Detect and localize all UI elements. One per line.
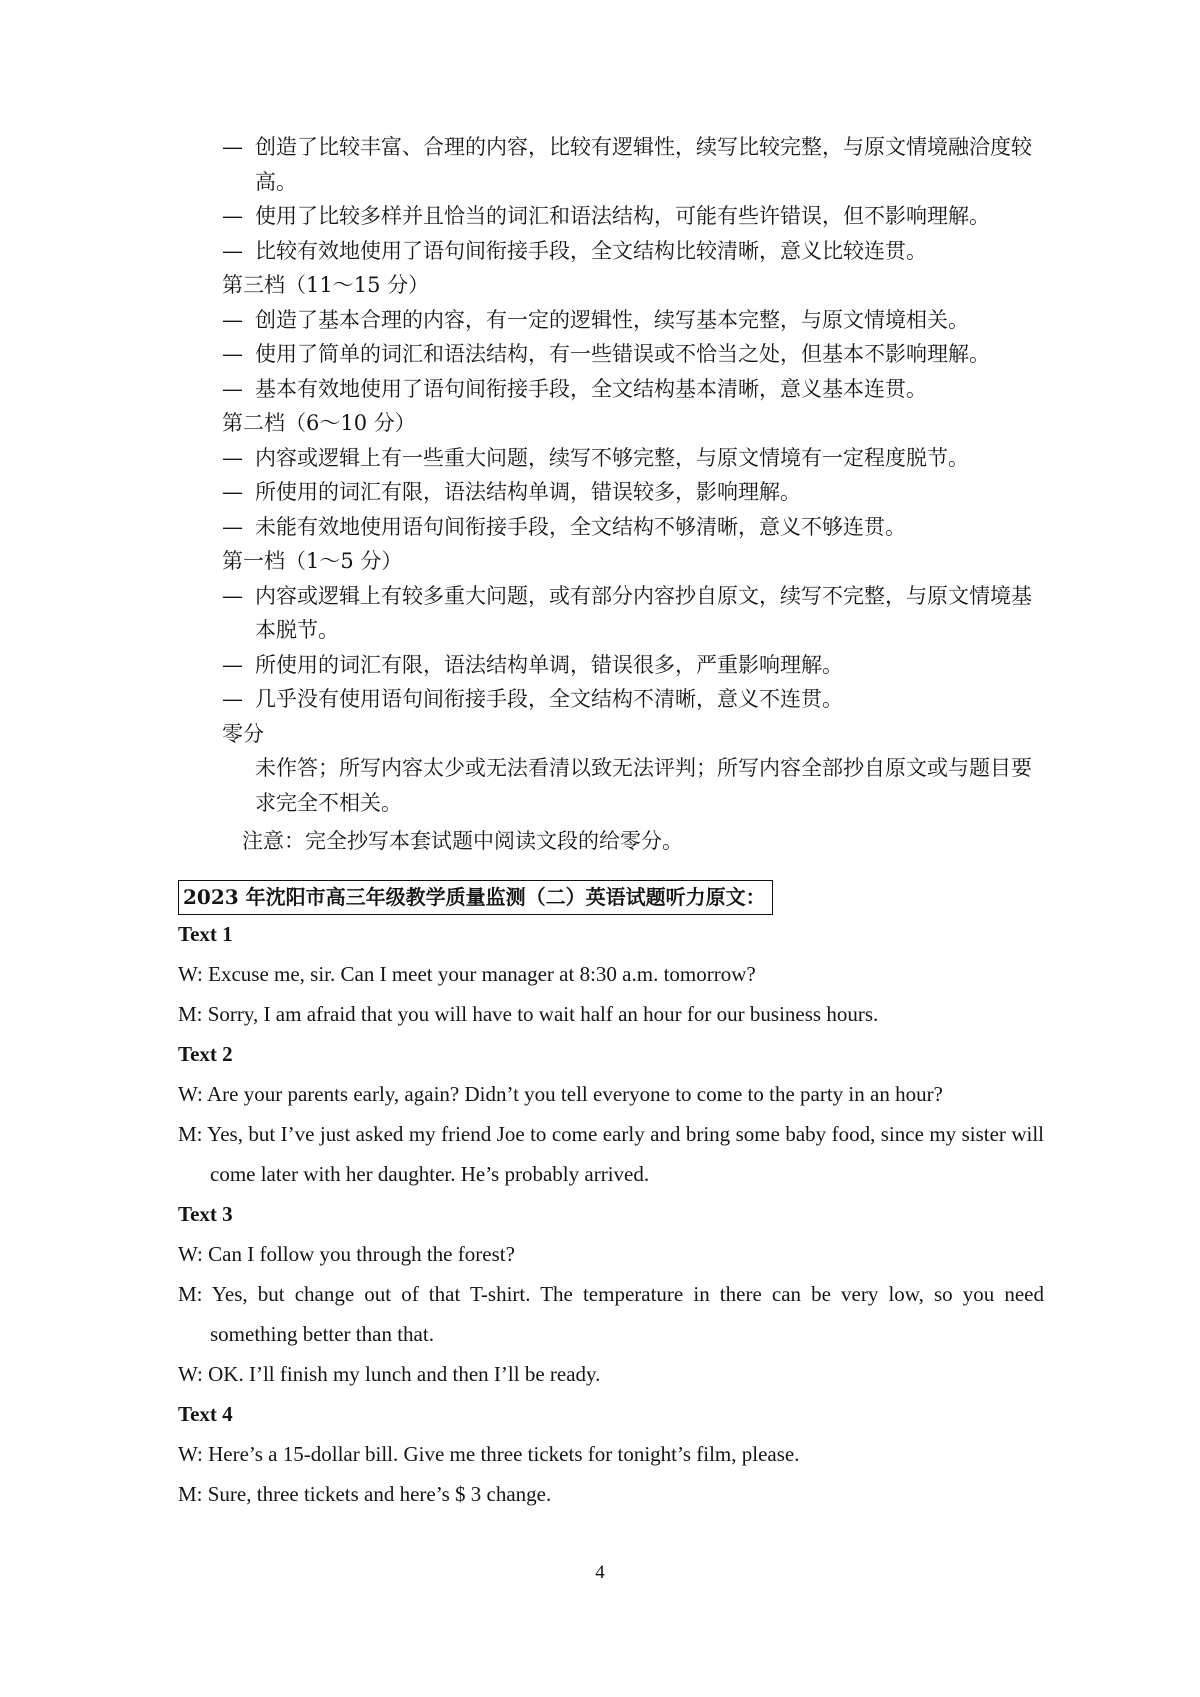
bullet-dash: — [222, 342, 243, 366]
bullet-dash: — [222, 687, 243, 711]
text-heading: Text 4 [178, 1402, 233, 1426]
rubric-bullet: — 创造了比较丰富、合理的内容，比较有逻辑性，续写比较完整，与原文情境融洽度较高。 [222, 130, 1042, 199]
dialogue-line: W: Can I follow you through the forest? [178, 1242, 515, 1266]
bullet-dash: — [222, 445, 243, 470]
dialogue-line: M: Sure, three tickets and here’s $ 3 change. [178, 1482, 552, 1506]
dialogue-line: M: Sorry, I am afraid that you will have to wait half an hour for our business hours. [178, 1002, 879, 1026]
bullet-dash: — [222, 652, 243, 677]
rubric-bullet: — 所使用的词汇有限，语法结构单调，错误较多，影响理解。 [222, 475, 1042, 510]
bullet-dash: — [222, 376, 243, 401]
rubric-bullet: — 使用了比较多样并且恰当的词汇和语法结构，可能有些许错误，但不影响理解。 [222, 199, 1042, 234]
bullet-dash: — [222, 583, 243, 608]
bullet-dash: — [222, 204, 243, 228]
rubric-bullet: — 未能有效地使用语句间衔接手段，全文结构不够清晰，意义不够连贯。 [222, 510, 1042, 545]
bullet-dash: — [222, 135, 243, 159]
level-2-title: 第二档（6～10 分） [222, 411, 416, 435]
scoring-rubric [222, 130, 1042, 859]
dialogue-line: W: Are your parents early, again? Didn’t you tell everyone to come to the party in an hour? [178, 1082, 943, 1106]
rubric-bullet: — 几乎没有使用语句间衔接手段，全文结构不清晰，意义不连贯。 [222, 682, 1042, 717]
level-1-title: 第一档（1～5 分） [222, 549, 403, 573]
zero-score-description: 未作答；所写内容太少或无法看清以致无法评判；所写内容全部抄自原文或与题目要求完全不相关。 [255, 756, 1032, 815]
dialogue-line: M: Yes, but I’ve just asked my friend Joe to come early and bring some baby food, since my sister will come later with her daughter. He’s probably arrived. [178, 1122, 1044, 1186]
dialogue-line: W: OK. I’ll finish my lunch and then I’ll be ready. [178, 1362, 601, 1386]
rubric-bullet: — 基本有效地使用了语句间衔接手段，全文结构基本清晰，意义基本连贯。 [222, 372, 1042, 407]
bullet-dash: — [222, 307, 243, 332]
zero-score-title: 零分 [222, 721, 264, 746]
bullet-dash: — [222, 238, 243, 263]
text-heading: Text 3 [178, 1202, 233, 1226]
listening-transcript [178, 914, 1044, 1514]
rubric-bullet: — 内容或逻辑上有一些重大问题，续写不够完整，与原文情境有一定程度脱节。 [222, 441, 1042, 476]
page-number: 4 [595, 1562, 605, 1583]
rubric-bullet: — 使用了简单的词汇和语法结构，有一些错误或不恰当之处，但基本不影响理解。 [222, 337, 1042, 372]
text-heading: Text 1 [178, 922, 233, 946]
rubric-bullet: — 比较有效地使用了语句间衔接手段，全文结构比较清晰，意义比较连贯。 [222, 234, 1042, 269]
rubric-bullet: — 所使用的词汇有限，语法结构单调，错误很多，严重影响理解。 [222, 648, 1042, 683]
listening-section-title: 2023 年沈阳市高三年级教学质量监测（二）英语试题听力原文： [178, 880, 773, 915]
bullet-dash: — [222, 480, 243, 504]
rubric-note: 注意：完全抄写本套试题中阅读文段的给零分。 [242, 829, 683, 853]
dialogue-line: W: Excuse me, sir. Can I meet your manager at 8:30 a.m. tomorrow? [178, 962, 756, 986]
rubric-bullet: — 内容或逻辑上有较多重大问题，或有部分内容抄自原文，续写不完整，与原文情境基本脱节。 [222, 579, 1042, 648]
text-heading: Text 2 [178, 1042, 233, 1066]
dialogue-line: M: Yes, but change out of that T-shirt. The temperature in there can be very low, so you need something better than that. [178, 1282, 1044, 1346]
level-3-title: 第三档（11～15 分） [222, 273, 430, 297]
dialogue-line: W: Here’s a 15-dollar bill. Give me three tickets for tonight’s film, please. [178, 1442, 800, 1466]
bullet-dash: — [222, 514, 243, 539]
rubric-bullet: — 创造了基本合理的内容，有一定的逻辑性，续写基本完整，与原文情境相关。 [222, 303, 1042, 338]
